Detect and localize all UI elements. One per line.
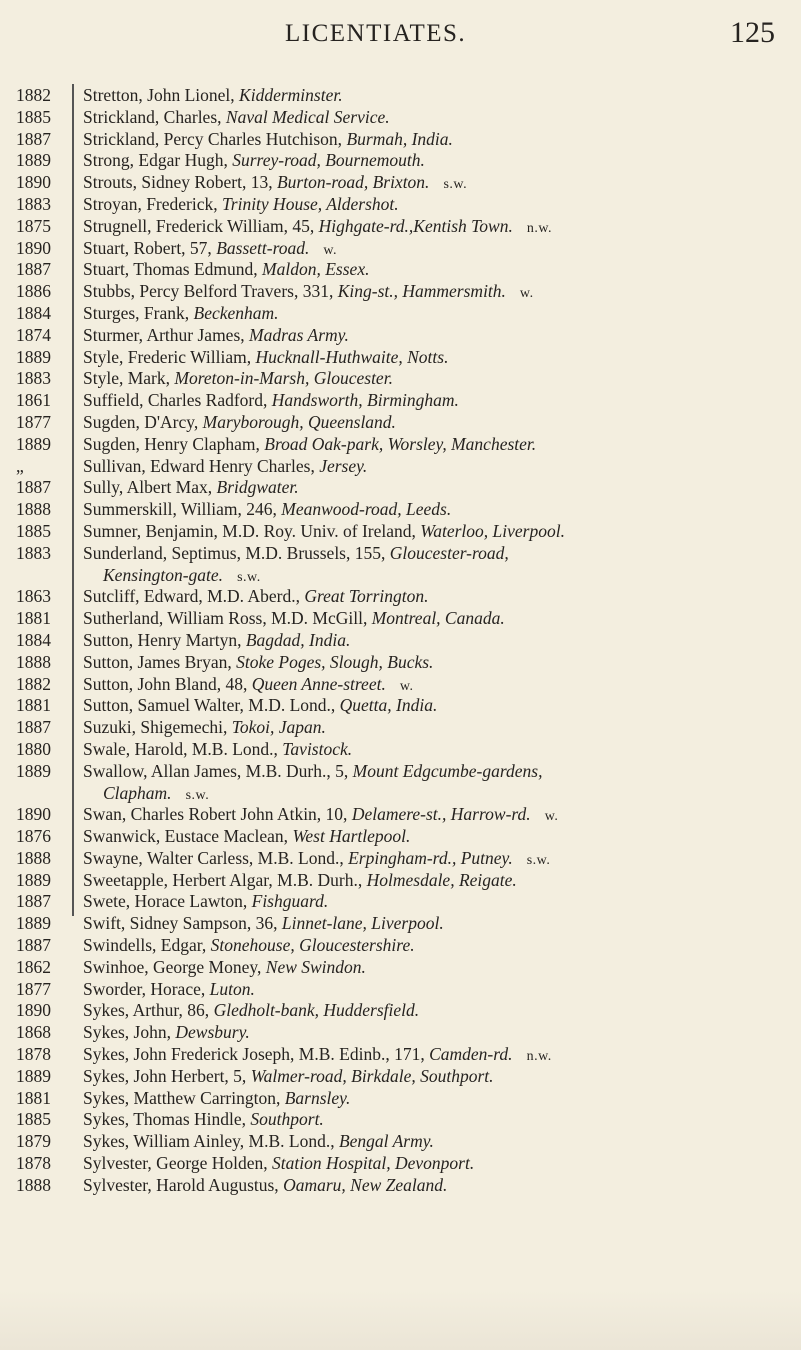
entry-year: 1888 (16, 499, 51, 520)
entry-address: Holmesdale, Reigate. (366, 869, 517, 890)
entry-name: Swan, Charles Robert John Atkin, 10, (83, 804, 352, 825)
entry-year: 1862 (16, 956, 51, 977)
licentiate-entry (83, 739, 795, 761)
entry-address: Kensington-gate. (103, 564, 224, 585)
entry-address: Gloucester-road, (389, 542, 509, 563)
licentiate-entry (83, 129, 795, 151)
licentiate-entry (83, 347, 795, 369)
entry-name: Swindells, Edgar, (83, 935, 211, 956)
entry-name: Stroyan, Frederick, (83, 193, 222, 214)
entry-address: West Hartlepool. (292, 826, 411, 847)
postal-district: w. (399, 678, 414, 694)
entry-year: 1887 (16, 259, 51, 280)
entry-name: Sykes, John Frederick Joseph, M.B. Edinb., 171, (83, 1044, 430, 1065)
licentiate-entry (83, 303, 795, 325)
entry-year: 1887 (16, 935, 51, 956)
licentiate-entry (83, 259, 795, 281)
licentiate-entry (83, 456, 795, 478)
entry-address: Luton. (209, 978, 255, 999)
entry-name: Stubbs, Percy Belford Travers, 331, (83, 281, 338, 302)
entry-name: Stuart, Robert, 57, (83, 237, 217, 258)
entry-name: Swayne, Walter Carless, M.B. Lond., (83, 847, 349, 868)
entry-year: 1888 (16, 847, 51, 868)
licentiate-entry (83, 1175, 795, 1197)
licentiate-entry (83, 412, 795, 434)
licentiate-entry (83, 499, 795, 521)
licentiate-entry (83, 870, 795, 892)
licentiate-entry (83, 826, 795, 848)
entry-year: 1889 (16, 869, 51, 890)
entry-year: 1890 (16, 237, 51, 258)
entry-name: Sutton, John Bland, 48, (83, 673, 252, 694)
entry-address: King-st., Hammersmith. (337, 281, 506, 302)
licentiate-entry (83, 979, 795, 1001)
entry-name: Sutton, Samuel Walter, M.D. Lond., (83, 695, 340, 716)
entry-address: Delamere-st., Harrow-rd. (351, 804, 531, 825)
entry-address: Queen Anne-street. (251, 673, 386, 694)
entry-address: Stonehouse, Gloucestershire. (210, 935, 415, 956)
licentiate-entry (83, 586, 795, 608)
entry-year: 1890 (16, 804, 51, 825)
postal-district: s.w. (443, 177, 468, 193)
licentiate-entry (83, 1088, 795, 1110)
entry-year: 1890 (16, 1000, 51, 1021)
entry-address: Quetta, India. (339, 695, 438, 716)
entry-name: Strong, Edgar Hugh, (83, 150, 233, 171)
entry-year: 1883 (16, 193, 51, 214)
entry-name: Stuart, Thomas Edmund, (83, 259, 263, 280)
entry-year: 1874 (16, 324, 51, 345)
entry-name: Swanwick, Eustace Maclean, (83, 826, 293, 847)
entry-name: Sully, Albert Max, (83, 477, 217, 498)
entry-name: Swale, Harold, M.B. Lond., (83, 738, 283, 759)
postal-district: s.w. (526, 852, 551, 868)
entry-address: Kidderminster. (239, 85, 343, 105)
entry-year: 1883 (16, 542, 51, 563)
licentiate-entry (83, 238, 795, 260)
entry-year: 1887 (16, 477, 51, 498)
entry-year (16, 783, 68, 805)
postal-district: s.w. (185, 787, 210, 803)
entry-address: Highgate-rd.,Kentish Town. (318, 215, 513, 236)
entry-name: Sylvester, George Holden, (83, 1153, 273, 1174)
entry-name: Strugnell, Frederick William, 45, (83, 215, 319, 236)
entry-year: 1887 (16, 891, 51, 912)
licentiate-entry (83, 521, 795, 543)
licentiate-entry (83, 717, 795, 739)
licentiate-entry (83, 891, 795, 913)
licentiate-entry (83, 477, 795, 499)
entry-year: 1863 (16, 586, 51, 607)
entry-year: 1861 (16, 390, 51, 411)
entry-address: Waterloo, Liverpool. (420, 520, 565, 541)
entry-address: Maldon, Essex. (262, 259, 370, 280)
entry-year: 1885 (16, 106, 51, 127)
entry-address: Burmah, India. (346, 128, 453, 149)
entry-year: 1883 (16, 368, 51, 389)
licentiate-entry (83, 913, 795, 935)
entry-address: Walmer-road, Birkdale, Southport. (250, 1065, 494, 1086)
entry-address: Hucknall-Huthwaite, Notts. (255, 346, 449, 367)
entry-name: Sturmer, Arthur James, (83, 324, 250, 345)
entry-year: 1882 (16, 673, 51, 694)
entry-name: Sutton, James Bryan, (83, 651, 237, 672)
entry-address: Broad Oak-park, Worsley, Manchester. (264, 433, 537, 454)
licentiate-entry (83, 1000, 795, 1022)
entry-address: Great Torrington. (304, 586, 429, 607)
entry-name: Strouts, Sidney Robert, 13, (83, 172, 277, 193)
entry-year: 1881 (16, 608, 51, 629)
entry-name: Sutcliff, Edward, M.D. Aberd., (83, 586, 305, 607)
entry-address: Tokoi, Japan. (231, 717, 326, 738)
entry-address: Jersey. (319, 455, 368, 476)
entry-year: 1890 (16, 172, 51, 193)
entry-year: 1868 (16, 1022, 51, 1043)
entry-address: Trinity House, Aldershot. (222, 193, 399, 214)
entry-address: Meanwood-road, Leeds. (281, 499, 452, 520)
entry-address: Camden-rd. (429, 1044, 513, 1065)
entry-address: Erpingham-rd., Putney. (348, 847, 513, 868)
entry-name: Sullivan, Edward Henry Charles, (83, 455, 320, 476)
entry-address: Beckenham. (193, 302, 279, 323)
postal-district: w. (323, 242, 338, 258)
licentiate-entry (83, 1066, 795, 1088)
entry-name: Sykes, Matthew Carrington, (83, 1087, 285, 1108)
licentiate-entry (83, 1044, 795, 1066)
entry-address: Montreal, Canada. (371, 608, 505, 629)
entry-name: Style, Mark, (83, 368, 175, 389)
entry-name: Summerskill, William, 246, (83, 499, 282, 520)
entry-name: Stretton, John Lionel, (83, 85, 240, 105)
entry-name: Swinhoe, George Money, (83, 956, 266, 977)
licentiate-entry (83, 434, 795, 456)
licentiate-entry (83, 390, 795, 412)
licentiate-entry (83, 543, 795, 565)
entry-address: Linnet-lane, Liverpool. (281, 913, 444, 934)
entry-list (83, 85, 795, 1197)
postal-district: w. (519, 286, 534, 302)
entry-year: 1886 (16, 281, 51, 302)
licentiate-entry (83, 172, 795, 194)
entry-year: 1889 (16, 433, 51, 454)
entry-year: 1881 (16, 695, 51, 716)
entry-name: Swallow, Allan James, M.B. Durh., 5, (83, 760, 353, 781)
postal-district: s.w. (237, 569, 261, 585)
entry-name: Sutherland, William Ross, M.D. McGill, (83, 608, 372, 629)
entry-address: Surrey-road, Bournemouth. (232, 150, 425, 171)
entry-year: „ (16, 455, 24, 476)
entry-address: Maryborough, Queensland. (202, 411, 396, 432)
licentiate-entry (83, 674, 795, 696)
entry-year: 1875 (16, 215, 51, 236)
entry-year: 1882 (16, 85, 51, 105)
entry-address: Moreton-in-Marsh, Gloucester. (174, 368, 393, 389)
page-bottom-margin (0, 1290, 801, 1350)
entry-address: Bagdad, India. (245, 629, 351, 650)
entry-name: Sumner, Benjamin, M.D. Roy. Univ. of Ireland, (83, 520, 421, 541)
entry-address: Stoke Poges, Slough, Bucks. (236, 651, 434, 672)
licentiate-entry (83, 608, 795, 630)
entry-year: 1889 (16, 346, 51, 367)
entry-name: Swift, Sidney Sampson, 36, (83, 913, 282, 934)
entry-address: Fishguard. (251, 891, 329, 912)
licentiate-entry (83, 281, 795, 303)
licentiate-entry (83, 848, 795, 870)
entry-address: Naval Medical Service. (225, 106, 390, 127)
entry-address: Dewsbury. (175, 1022, 250, 1043)
entry-year: 1878 (16, 1153, 51, 1174)
entry-name: Sykes, John Herbert, 5, (83, 1065, 251, 1086)
licentiate-entry (83, 107, 795, 129)
entry-year: 1876 (16, 826, 51, 847)
entry-address: Bassett-road. (216, 237, 310, 258)
entry-year: 1878 (16, 1044, 51, 1065)
entry-name: Sylvester, Harold Augustus, (83, 1174, 284, 1195)
entry-year: 1885 (16, 1109, 51, 1130)
entry-continuation (83, 565, 795, 587)
year-column (16, 85, 68, 1197)
entry-address: Mount Edgcumbe-gardens, (352, 760, 543, 781)
entry-year: 1889 (16, 760, 51, 781)
licentiate-entry (83, 695, 795, 717)
entry-address: Oamaru, New Zealand. (283, 1174, 448, 1195)
entry-address: Bengal Army. (338, 1131, 434, 1152)
licentiate-entry (83, 368, 795, 390)
licentiate-entry (83, 325, 795, 347)
licentiate-entry (83, 1022, 795, 1044)
entry-name: Sunderland, Septimus, M.D. Brussels, 155, (83, 542, 390, 563)
entry-name: Style, Frederic William, (83, 346, 256, 367)
entry-year: 1879 (16, 1131, 51, 1152)
entry-year: 1881 (16, 1087, 51, 1108)
licentiate-entry (83, 652, 795, 674)
entry-address: Clapham. (103, 782, 172, 803)
licentiate-entry (83, 150, 795, 172)
entry-name: Suzuki, Shigemechi, (83, 717, 232, 738)
licentiate-entry (83, 630, 795, 652)
licentiate-entry (83, 1109, 795, 1131)
entry-address: Tavistock. (282, 738, 353, 759)
entry-name: Sykes, William Ainley, M.B. Lond., (83, 1131, 339, 1152)
entry-name: Sutton, Henry Martyn, (83, 629, 246, 650)
entry-address: Gledholt-bank, Huddersfield. (213, 1000, 420, 1021)
entry-address: Bridgwater. (216, 477, 299, 498)
entry-year (16, 565, 68, 587)
entry-address: Southport. (250, 1109, 324, 1130)
entry-year: 1887 (16, 128, 51, 149)
entry-name: Sykes, Thomas Hindle, (83, 1109, 251, 1130)
licentiate-entry (83, 85, 795, 107)
entry-address: Station Hospital, Devonport. (272, 1153, 475, 1174)
entry-name: Swete, Horace Lawton, (83, 891, 252, 912)
licentiate-entry (83, 1131, 795, 1153)
licentiate-entry (83, 804, 795, 826)
entry-name: Sworder, Horace, (83, 978, 210, 999)
licentiate-entry (83, 957, 795, 979)
licentiate-entry (83, 194, 795, 216)
entry-year: 1880 (16, 738, 51, 759)
entry-year: 1887 (16, 717, 51, 738)
entry-name: Strickland, Percy Charles Hutchison, (83, 128, 347, 149)
entry-year: 1885 (16, 520, 51, 541)
entry-year: 1884 (16, 302, 51, 323)
entry-year: 1877 (16, 411, 51, 432)
postal-district: w. (544, 809, 559, 825)
entry-name: Sweetapple, Herbert Algar, M.B. Durh., (83, 869, 367, 890)
entry-name: Sykes, Arthur, 86, (83, 1000, 214, 1021)
entry-address: Barnsley. (284, 1087, 351, 1108)
entry-address: New Swindon. (265, 956, 366, 977)
licentiate-entry (83, 935, 795, 957)
licentiate-entry (83, 216, 795, 238)
entry-name: Strickland, Charles, (83, 106, 226, 127)
entry-name: Sugden, Henry Clapham, (83, 433, 265, 454)
page-number: 125 (730, 16, 775, 49)
running-title: LICENTIATES. (285, 20, 467, 47)
entry-year: 1884 (16, 629, 51, 650)
entry-year: 1877 (16, 978, 51, 999)
entry-name: Suffield, Charles Radford, (83, 390, 272, 411)
column-divider (72, 84, 74, 916)
entry-name: Sturges, Frank, (83, 302, 194, 323)
postal-district: n.w. (526, 220, 553, 236)
entry-address: Burton-road, Brixton. (276, 172, 430, 193)
entry-continuation (83, 783, 795, 805)
licentiate-entry (83, 761, 795, 783)
entry-year: 1889 (16, 1065, 51, 1086)
entry-address: Handsworth, Birmingham. (271, 390, 459, 411)
entry-year: 1889 (16, 150, 51, 171)
entry-year: 1889 (16, 913, 51, 934)
page-header (0, 14, 801, 54)
entry-address: Madras Army. (249, 324, 349, 345)
licentiate-entry (83, 1153, 795, 1175)
entry-year: 1888 (16, 651, 51, 672)
entry-name: Sugden, D'Arcy, (83, 411, 203, 432)
entry-year: 1888 (16, 1174, 51, 1195)
postal-district: n.w. (526, 1049, 552, 1065)
entry-name: Sykes, John, (83, 1022, 176, 1043)
